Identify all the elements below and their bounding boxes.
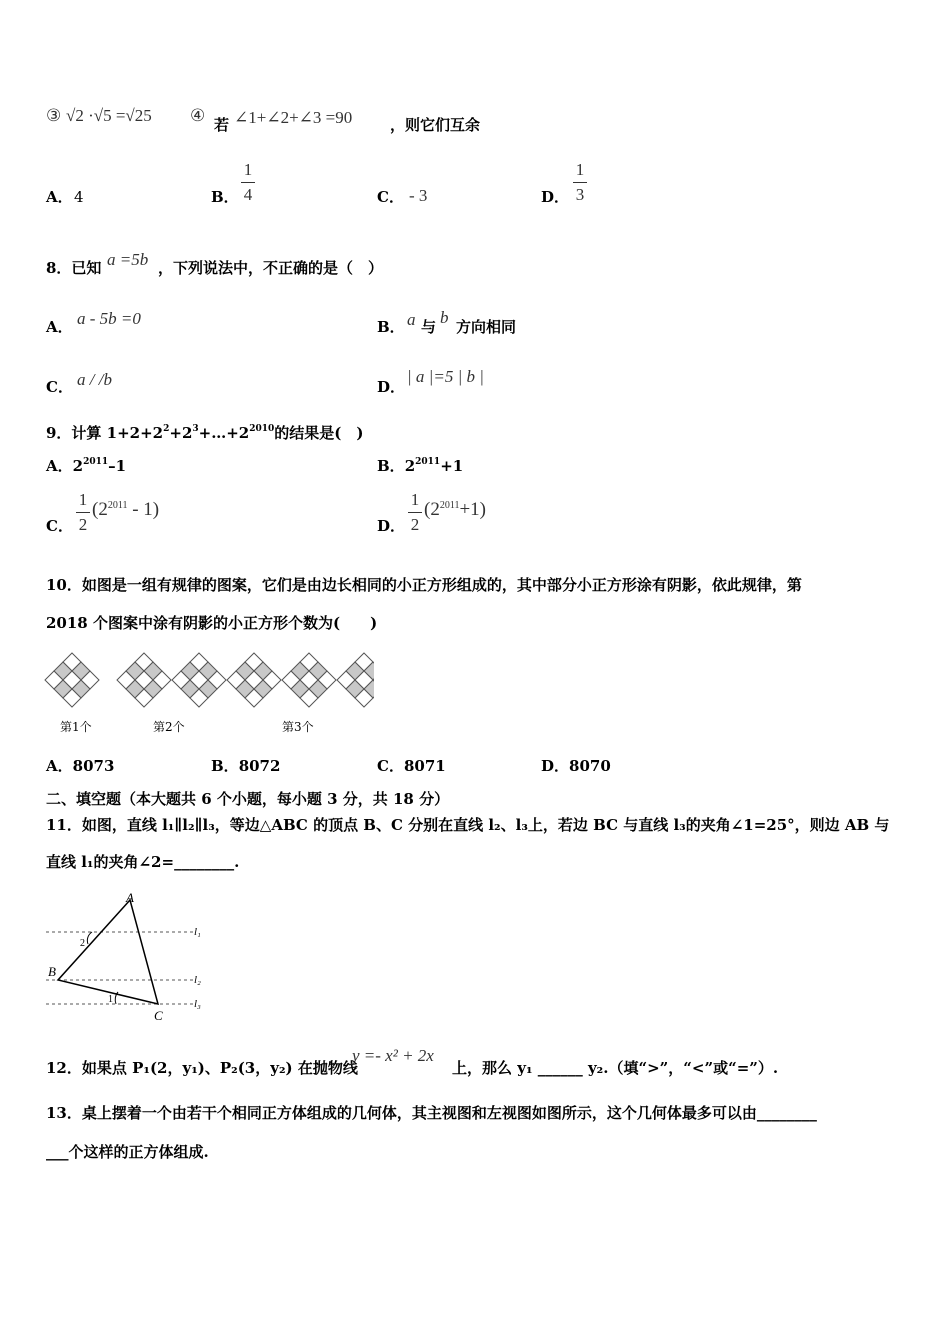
label-l1: l₁	[194, 926, 201, 938]
triangle-abc	[58, 900, 158, 1004]
q8-stem-expression: a =5b	[107, 250, 149, 269]
q12-suffix: 上，那么 y₁ ______ y₂.（填“>”，“<”或“=”）.	[452, 1059, 779, 1077]
label-l2: l₂	[194, 974, 201, 986]
q8-option-a-label: A．	[46, 318, 73, 336]
section2-heading: 二、填空题（本大题共 6 个小题，每小题 3 分，共 18 分）	[46, 790, 450, 808]
q12-expression: y =- x² + 2x	[352, 1046, 434, 1065]
q11-stem-line1: 11．如图，直线 l₁∥l₂∥l₃，等边△ABC 的顶点 B、C 分别在直线 l₂、l₃上，若边 BC 与直线 l₃的夹角∠1=25°，则边 AB 与	[46, 816, 890, 834]
q10-option-a: A．8073	[46, 757, 115, 775]
q8-option-c-label: C．	[46, 378, 73, 396]
q8-stem-suffix: ，下列说法中，不正确的是（ ）	[158, 259, 384, 277]
q9-option-d-expression: $(2^{2011}+1)$	[424, 499, 487, 520]
q7-item4-prefix: 若	[214, 116, 230, 134]
q8-option-d-expression: | a |=5 | b |	[407, 367, 484, 386]
q11-figure	[44, 888, 214, 1026]
q10-option-d: D．8070	[541, 757, 611, 775]
pattern-3	[227, 653, 374, 707]
pattern-2	[117, 653, 226, 707]
q7-option-b-fraction: 1 4	[241, 160, 255, 205]
q10-caption-1: 第1个	[60, 720, 92, 734]
q8-option-b-mid: 与	[421, 318, 437, 336]
label-angle-2: 2	[80, 938, 85, 949]
label-a: A	[126, 890, 134, 905]
q10-option-b: B．8072	[211, 757, 281, 775]
q7-item3-number: ③	[46, 106, 62, 125]
q8-stem-prefix: 8．已知	[46, 259, 102, 277]
q13-stem-line1: 13．桌上摆着一个由若干个相同正方体组成的几何体，其主视图和左视图如图所示，这个几何体最多可以由________	[46, 1104, 817, 1122]
q9-option-b: B．$2^{2011}+1$	[377, 457, 464, 475]
q10-stem-line2: 2018 个图案中涂有阴影的小正方形个数为( )	[46, 614, 378, 632]
q7-option-a-label: A．	[46, 188, 73, 206]
q7-item4-suffix: ，则它们互余	[390, 116, 481, 134]
label-c: C	[154, 1008, 163, 1023]
q7-option-d-label: D．	[541, 188, 570, 206]
label-b: B	[48, 964, 56, 979]
label-angle-1: 1	[108, 994, 113, 1005]
q9-option-c-fraction: 1 2	[76, 490, 90, 535]
q8-option-a-expression: a - 5b =0	[77, 309, 141, 328]
q9-option-c-expression: $(2^{2011} - 1)$	[92, 499, 160, 520]
q9-option-d-label: D．	[377, 517, 406, 535]
q13-stem-line2: ___个这样的正方体组成.	[46, 1143, 209, 1161]
q7-item3-expression: √2 ·√5 =√25	[66, 106, 152, 125]
q7-item4-number: ④	[190, 106, 206, 125]
q10-caption-2: 第2个	[153, 720, 185, 734]
q7-option-c-label: C．	[377, 188, 404, 206]
q7-option-a-value: 4	[74, 188, 84, 206]
q9-option-a: A．$2^{2011}-1$	[46, 457, 127, 475]
q7-option-d-fraction: 1 3	[573, 160, 587, 205]
q8-option-c-expression: a / /b	[77, 370, 112, 389]
q9-option-c-label: C．	[46, 517, 73, 535]
q8-option-b-suffix: 方向相同	[456, 318, 517, 336]
q11-stem-line2: 直线 l₁的夹角∠2=________.	[46, 853, 240, 871]
q7-option-c-value: - 3	[409, 186, 428, 205]
q7-option-b-label: B．	[211, 188, 239, 206]
q10-stem-line1: 10．如图是一组有规律的图案，它们是由边长相同的小正方形组成的，其中部分小正方形涂有阴影，依此规律，第	[46, 576, 802, 594]
q8-option-b-b: b	[440, 308, 449, 327]
q10-pattern-figure	[44, 650, 374, 740]
q12-prefix: 12．如果点 P₁(2，y₁)、P₂(3，y₂) 在抛物线	[46, 1059, 358, 1077]
q10-caption-3: 第3个	[282, 720, 314, 734]
q9-stem: 9．计算 $1+2+2^2+2^3+\dots+2^{2010}$的结果是( )	[46, 424, 364, 442]
q7-item4-expression: ∠1+∠2+∠3 =90	[234, 108, 353, 127]
q10-option-c: C．8071	[377, 757, 446, 775]
q8-option-b-a: a	[407, 310, 416, 329]
pattern-1	[45, 653, 99, 707]
label-l3: l₃	[194, 998, 201, 1010]
q8-option-b-label: B．	[377, 318, 405, 336]
q9-option-d-fraction: 1 2	[408, 490, 422, 535]
q8-option-d-label: D．	[377, 378, 406, 396]
